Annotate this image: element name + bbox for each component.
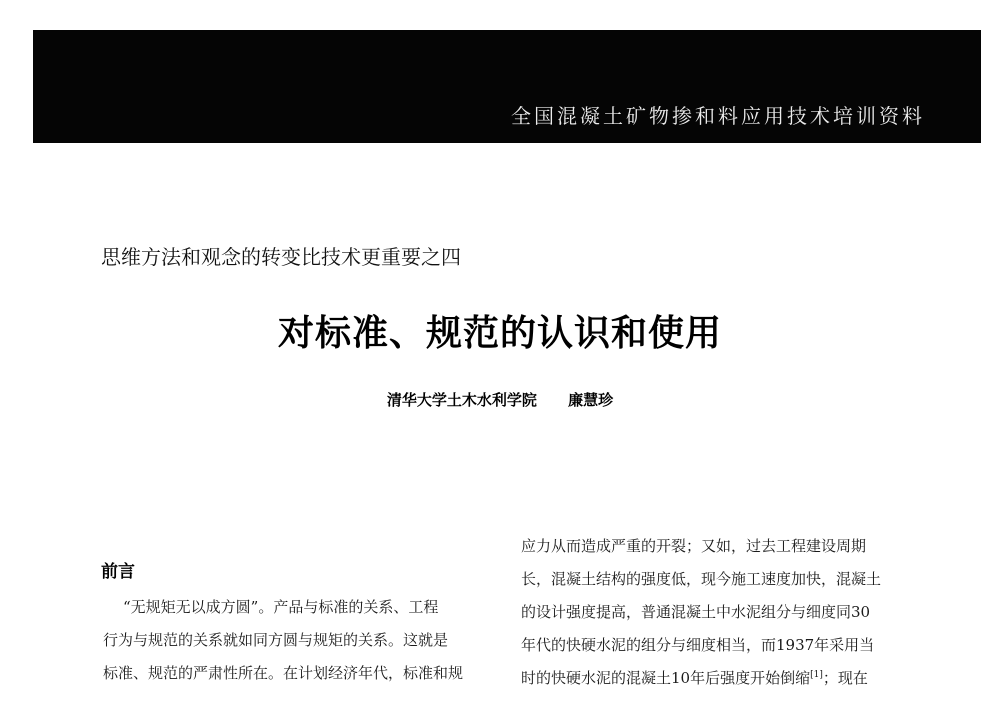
paragraph-line: 应力从而造成严重的开裂；又如，过去工程建设周期 [521,537,867,555]
affiliation: 清华大学土木水利学院 [386,391,537,409]
paragraph-line: 标准、规范的严肃性所在。在计划经济年代，标准和规 [103,664,464,682]
series-title: 思维方法和观念的转变比技术更重要之四 [101,245,461,269]
header-series-text: 全国混凝土矿物掺和料应用技术培训资料 [511,104,925,128]
byline [0,389,1000,410]
paragraph-line [521,662,916,695]
reference-mark[interactable]: [1] [810,670,823,680]
author: 廉慧珍 [568,391,614,409]
paragraph-line: 年代的快硬水泥的组分与细度相当，而1937年采用当 [521,636,875,654]
preface-heading: 前言 [101,562,135,582]
paragraph-line: 的设计强度提高，普通混凝土中水泥组分与细度同30 [521,603,871,621]
paragraph-line: 行为与规范的关系就如同方圆与规矩的关系。这就是 [103,631,449,649]
left-column [103,591,493,690]
line-text: ；现在 [822,669,868,687]
paragraph-line: 长，混凝土结构的强度低，现今施工速度加快，混凝土 [521,570,882,588]
right-column [521,530,916,695]
paragraph-line: “无规矩无以成方圆”。产品与标准的关系、工程 [123,598,439,616]
line-text: 时的快硬水泥的混凝土10年后强度开始倒缩 [521,669,811,687]
article-title: 对标准、规范的认识和使用 [277,313,722,354]
